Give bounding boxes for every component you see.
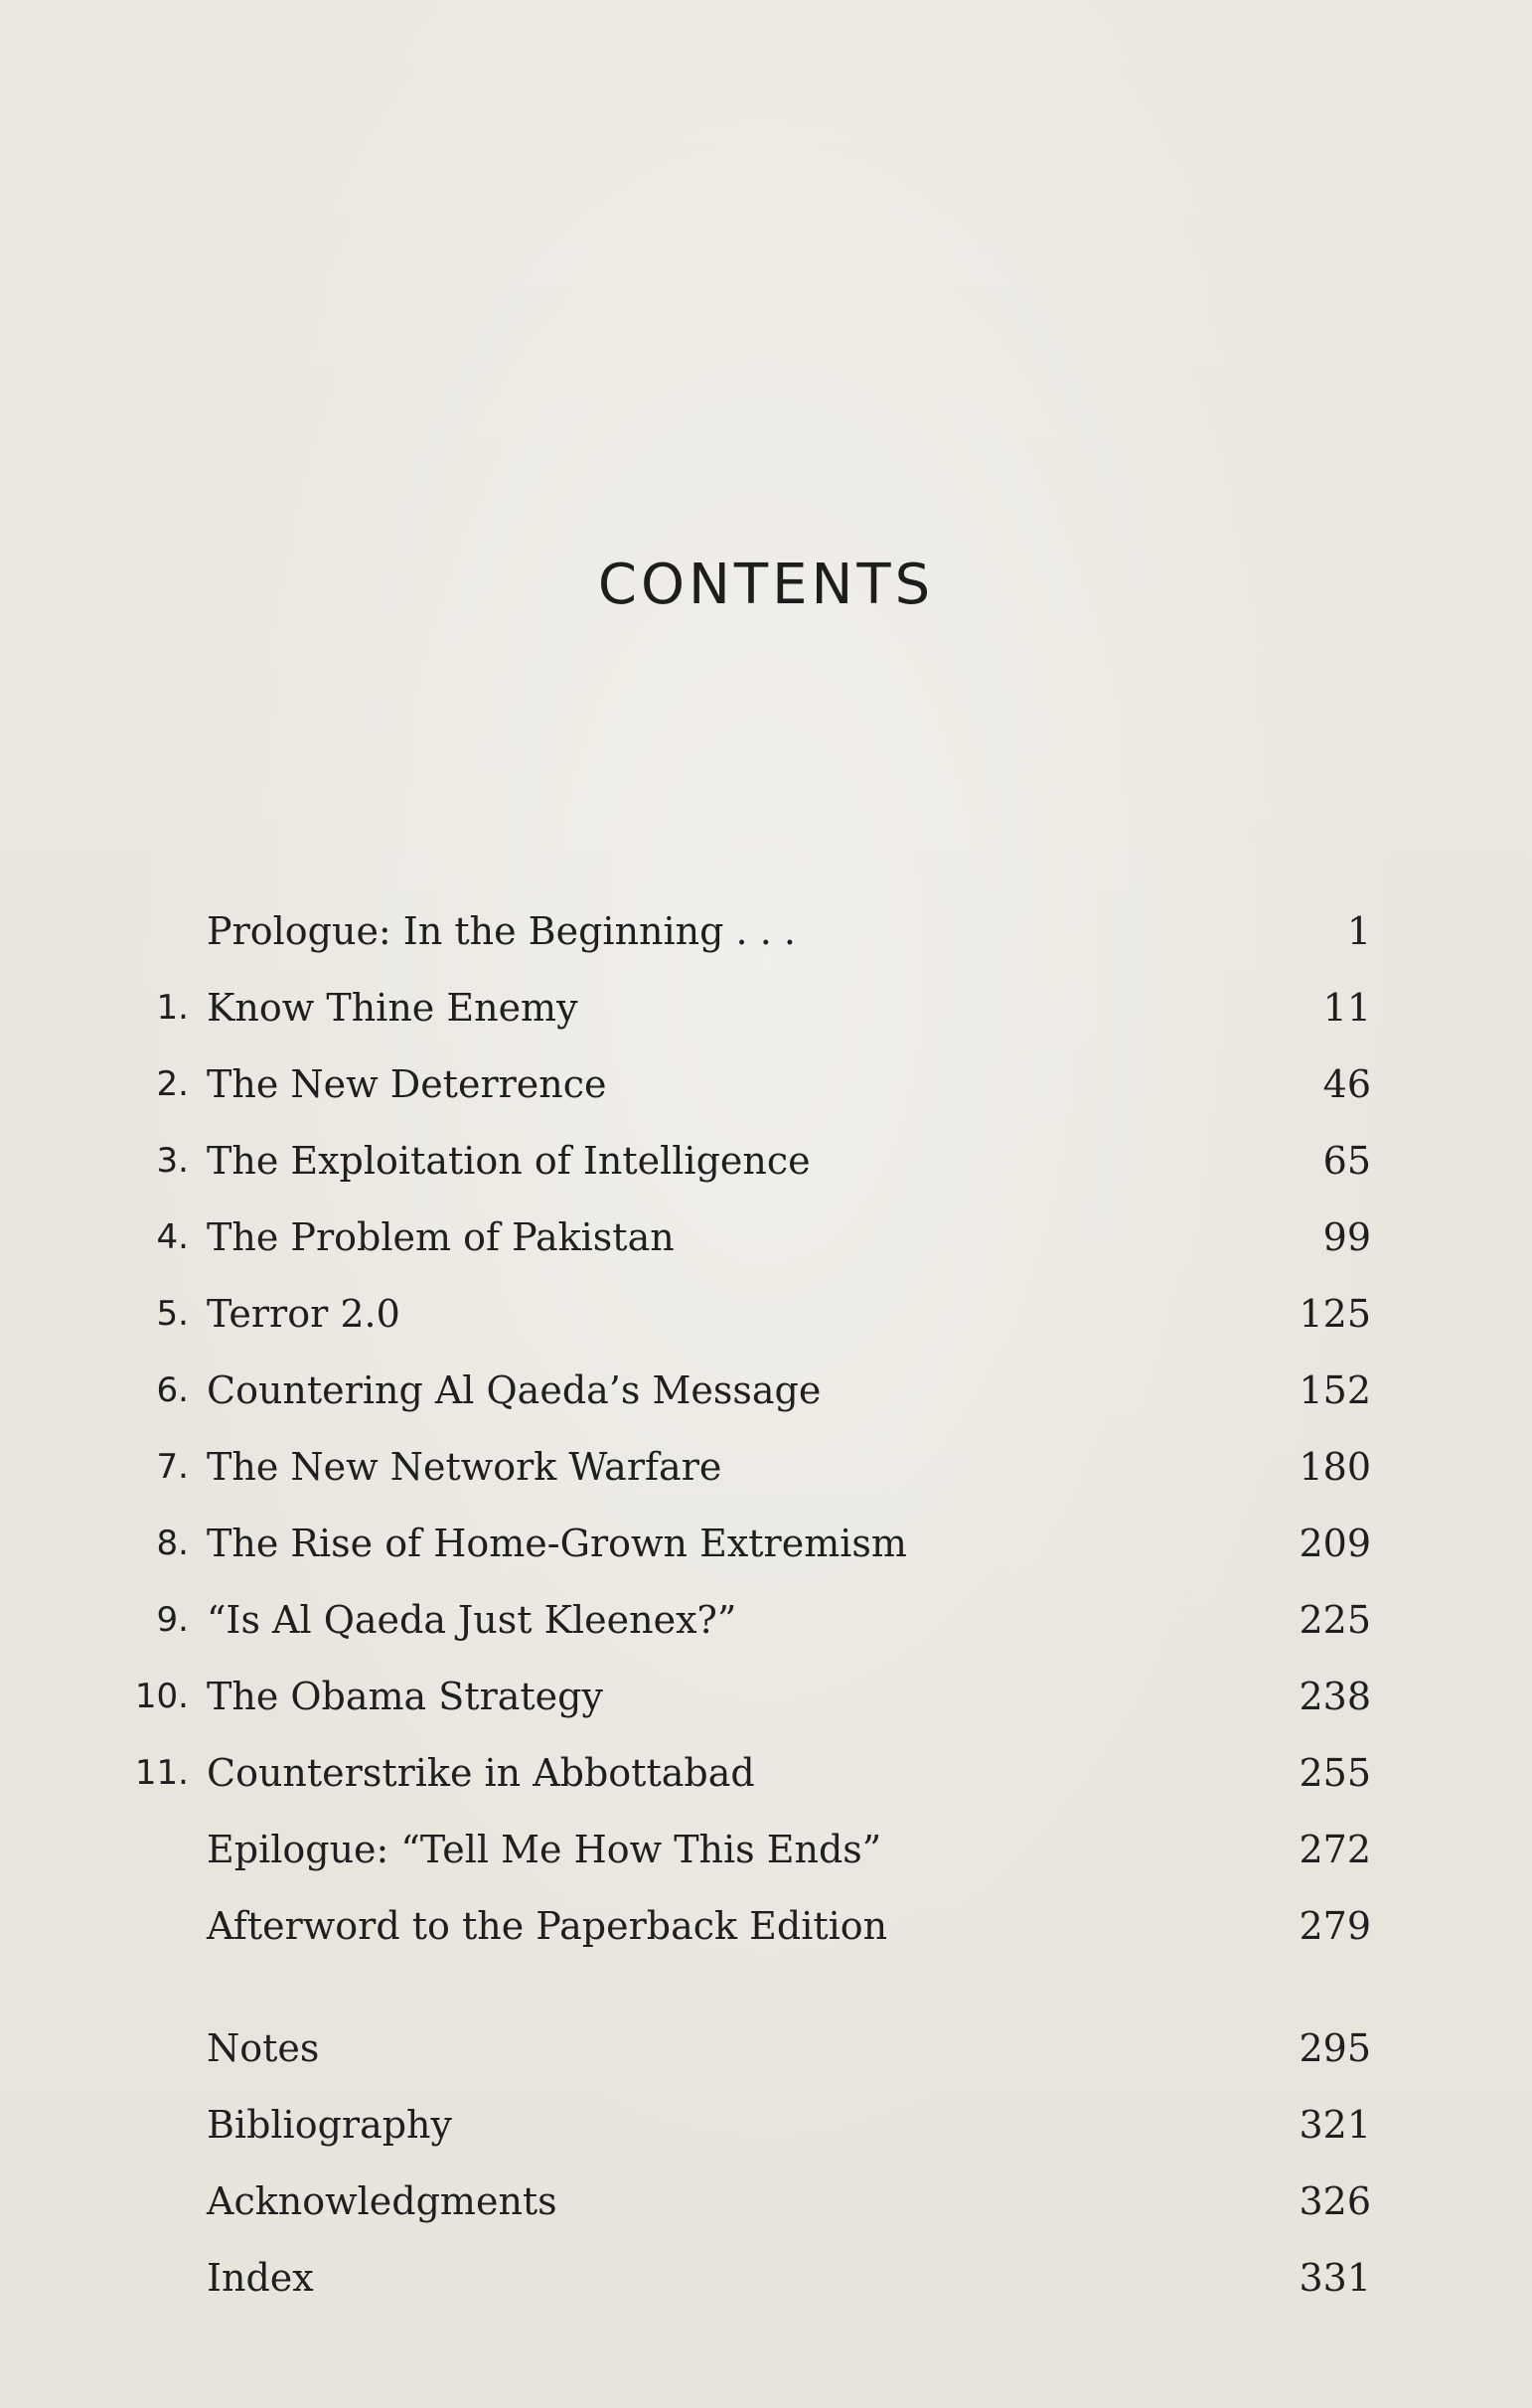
entry-title: Know Thine Enemy (207, 986, 578, 1030)
entry-title: Prologue: In the Beginning . . . (207, 909, 796, 953)
entry-title: Bibliography (207, 2103, 452, 2147)
entry-page: 1 (1346, 909, 1371, 953)
toc-entry-chapter-1 (0, 978, 1532, 1038)
entry-number: 11. (134, 1753, 189, 1793)
entry-page: 255 (1299, 1751, 1371, 1795)
toc-entry-bibliography (0, 2095, 1532, 2155)
entry-page: 11 (1322, 986, 1371, 1030)
entry-page: 331 (1299, 2256, 1371, 2300)
toc-entry-chapter-2 (0, 1054, 1532, 1114)
entry-number: 5. (156, 1294, 189, 1334)
entry-page: 99 (1322, 1215, 1371, 1259)
toc-entry-chapter-8 (0, 1514, 1532, 1573)
entry-title: Counterstrike in Abbottabad (207, 1751, 755, 1795)
entry-page: 321 (1299, 2103, 1371, 2147)
toc-entry-chapter-3 (0, 1131, 1532, 1191)
entry-page: 295 (1299, 2026, 1371, 2070)
toc-entry-chapter-9 (0, 1590, 1532, 1650)
entry-page: 65 (1322, 1139, 1371, 1183)
entry-title: The Problem of Pakistan (207, 1215, 675, 1259)
entry-title: Notes (207, 2026, 320, 2070)
entry-title: Acknowledgments (207, 2179, 557, 2223)
entry-page: 125 (1299, 1292, 1371, 1336)
entry-title: “Is Al Qaeda Just Kleenex?” (207, 1598, 737, 1642)
entry-page: 225 (1299, 1598, 1371, 1642)
entry-title: The Obama Strategy (207, 1675, 603, 1718)
entry-title: The New Deterrence (207, 1062, 607, 1106)
entry-number: 6. (156, 1370, 189, 1410)
entry-number: 4. (156, 1217, 189, 1257)
entry-page: 272 (1299, 1828, 1371, 1871)
toc-entry-chapter-11 (0, 1743, 1532, 1803)
entry-page: 152 (1299, 1368, 1371, 1412)
entry-number: 7. (156, 1447, 189, 1487)
entry-title: Afterword to the Paperback Edition (207, 1904, 888, 1948)
entry-page: 209 (1299, 1522, 1371, 1565)
entry-title: The New Network Warfare (207, 1445, 722, 1489)
entry-number: 9. (156, 1600, 189, 1640)
toc-entry-acknowledgments (0, 2171, 1532, 2231)
toc-entry-prologue (0, 901, 1532, 961)
entry-title: Epilogue: “Tell Me How This Ends” (207, 1828, 882, 1871)
toc-entry-chapter-4 (0, 1207, 1532, 1267)
toc-entry-chapter-10 (0, 1667, 1532, 1726)
entry-title: Index (207, 2256, 314, 2300)
toc-entry-chapter-7 (0, 1437, 1532, 1497)
toc-entry-epilogue (0, 1820, 1532, 1879)
toc-entry-chapter-6 (0, 1361, 1532, 1420)
toc-entry-chapter-5 (0, 1284, 1532, 1344)
toc-entry-afterword (0, 1896, 1532, 1956)
page-title: CONTENTS (597, 553, 935, 617)
entry-number: 1. (156, 988, 189, 1028)
entry-number: 2. (156, 1064, 189, 1104)
entry-page: 326 (1299, 2179, 1371, 2223)
entry-page: 279 (1299, 1904, 1371, 1948)
toc-entry-index (0, 2248, 1532, 2308)
entry-title: The Rise of Home-Grown Extremism (207, 1522, 907, 1565)
entry-number: 10. (134, 1677, 189, 1716)
entry-page: 46 (1322, 1062, 1371, 1106)
entry-title: Terror 2.0 (207, 1292, 400, 1336)
toc-entry-notes (0, 2018, 1532, 2078)
entry-title: Countering Al Qaeda’s Message (207, 1368, 822, 1412)
entry-page: 238 (1299, 1675, 1371, 1718)
entry-page: 180 (1299, 1445, 1371, 1489)
entry-number: 3. (156, 1141, 189, 1181)
entry-number: 8. (156, 1524, 189, 1563)
entry-title: The Exploitation of Intelligence (207, 1139, 811, 1183)
